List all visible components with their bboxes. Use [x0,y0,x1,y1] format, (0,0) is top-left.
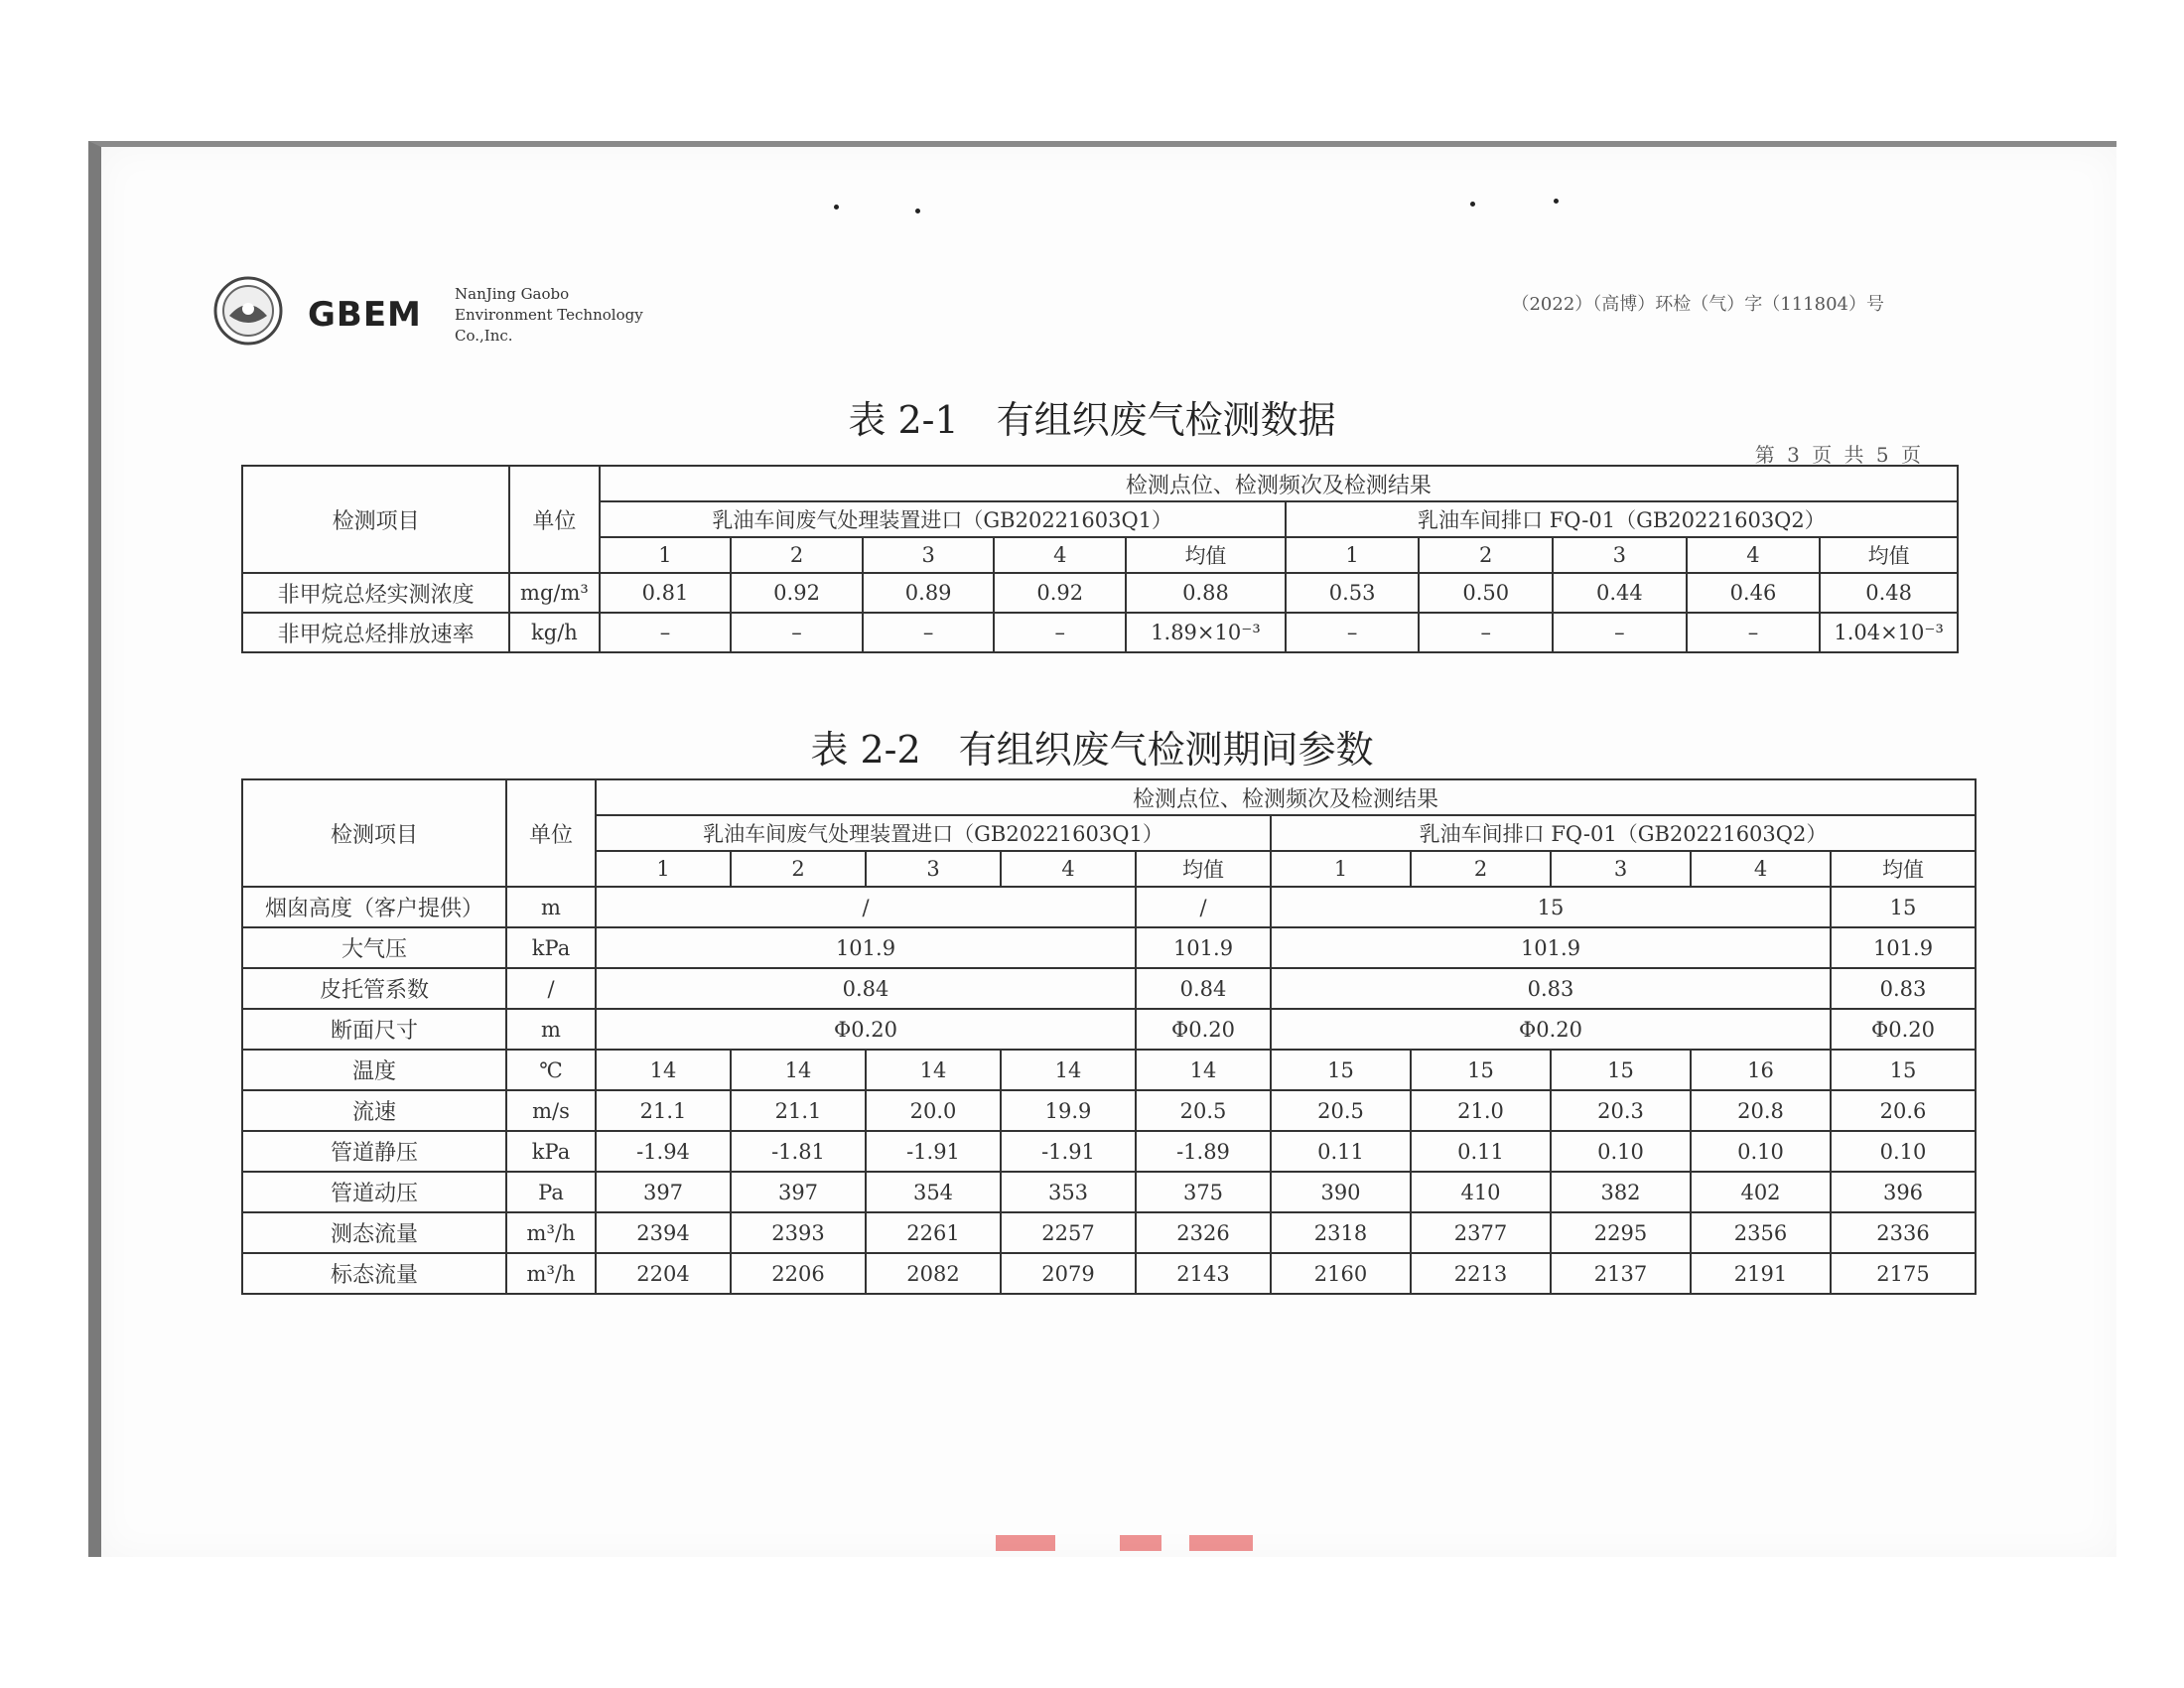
value-cell: -1.94 [596,1131,731,1172]
value-cell: 20.5 [1136,1090,1271,1131]
row-item: 管道静压 [242,1131,506,1172]
value-cell: 2261 [866,1212,1001,1253]
company-name [455,284,643,347]
sub-header-cell: 均值 [1831,851,1976,887]
value-cell: 20.8 [1691,1090,1831,1131]
value-cell: 1.89×10⁻³ [1126,613,1286,652]
value-cell: 0.92 [731,573,863,613]
merged-value-cell: 0.83 [1271,968,1831,1009]
header-point-outlet: 乳油车间排口 FQ-01（GB20221603Q2） [1271,815,1976,851]
table-row [242,1212,1976,1253]
sub-header-cell: 2 [1411,851,1551,887]
value-cell: 0.50 [1419,573,1553,613]
value-cell: 2295 [1551,1212,1691,1253]
sub-header-cell: 4 [1001,851,1136,887]
value-cell: 2204 [596,1253,731,1294]
table-organized-exhaust-data [241,465,1959,653]
value-cell: 21.1 [731,1090,866,1131]
value-cell: -1.91 [1001,1131,1136,1172]
value-cell: 2175 [1831,1253,1976,1294]
row-item: 温度 [242,1050,506,1090]
row-item: 测态流量 [242,1212,506,1253]
value-cell: 2143 [1136,1253,1271,1294]
scan-dot [834,205,839,210]
sub-header-cell: 均值 [1820,537,1958,573]
value-cell: 15 [1831,1050,1976,1090]
value-cell: 2393 [731,1212,866,1253]
header-group: 检测点位、检测频次及检测结果 [596,779,1976,815]
value-cell: 14 [731,1050,866,1090]
page-number: 第 3 页 共 5 页 [1754,443,1924,467]
value-cell: Φ0.20 [1831,1009,1976,1050]
value-cell: 2082 [866,1253,1001,1294]
value-cell: 0.53 [1286,573,1420,613]
value-cell: 0.89 [863,573,995,613]
red-seal-fragment [1189,1535,1253,1551]
value-cell: 19.9 [1001,1090,1136,1131]
merged-value-cell: Φ0.20 [1271,1009,1831,1050]
sub-header-cell: 4 [1691,851,1831,887]
red-seal-fragment [996,1535,1055,1551]
value-cell: 20.5 [1271,1090,1411,1131]
value-cell: – [1553,613,1687,652]
sub-header-cell: 3 [1551,851,1691,887]
value-cell: 354 [866,1172,1001,1212]
row-unit: m [506,1009,596,1050]
value-cell: 15 [1831,887,1976,927]
value-cell: 0.11 [1271,1131,1411,1172]
sub-header-cell: 2 [1419,537,1553,573]
value-cell: 0.10 [1691,1131,1831,1172]
value-cell: 2206 [731,1253,866,1294]
value-cell: 375 [1136,1172,1271,1212]
value-cell: 2356 [1691,1212,1831,1253]
value-cell: 390 [1271,1172,1411,1212]
value-cell: 0.83 [1831,968,1976,1009]
value-cell: 396 [1831,1172,1976,1212]
header-point-outlet: 乳油车间排口 FQ-01（GB20221603Q2） [1286,501,1958,537]
row-unit: m [506,887,596,927]
table-row [242,1050,1976,1090]
sub-header-cell: 1 [600,537,732,573]
value-cell: 382 [1551,1172,1691,1212]
sub-header-cell: 1 [1286,537,1420,573]
sub-header-cell: 4 [994,537,1126,573]
value-cell: / [1136,887,1271,927]
value-cell: 0.48 [1820,573,1958,613]
row-unit: kPa [506,1131,596,1172]
table-row [242,1009,1976,1050]
sub-header-cell: 1 [596,851,731,887]
value-cell: 14 [866,1050,1001,1090]
merged-value-cell: 101.9 [1271,927,1831,968]
value-cell: 101.9 [1831,927,1976,968]
scan-dot [1470,202,1475,207]
company-logo-icon [213,276,283,346]
merged-value-cell: 15 [1271,887,1831,927]
header-unit: 单位 [509,466,599,573]
sub-header-cell: 2 [731,851,866,887]
row-item: 管道动压 [242,1172,506,1212]
value-cell: 353 [1001,1172,1136,1212]
value-cell: – [863,613,995,652]
value-cell: 0.81 [600,573,732,613]
scan-dot [1554,199,1559,204]
sub-header-cell: 均值 [1126,537,1286,573]
value-cell: 14 [1136,1050,1271,1090]
company-line: NanJing Gaobo [455,285,570,303]
row-item: 断面尺寸 [242,1009,506,1050]
table-row [242,1172,1976,1212]
merged-value-cell: / [596,887,1136,927]
sub-header-cell: 4 [1687,537,1821,573]
value-cell: – [1286,613,1420,652]
value-cell: – [1419,613,1553,652]
value-cell: – [600,613,732,652]
value-cell: 2336 [1831,1212,1976,1253]
company-line: Environment Technology [455,306,643,324]
row-item: 标态流量 [242,1253,506,1294]
header-group: 检测点位、检测频次及检测结果 [600,466,1958,501]
table-row [242,968,1976,1009]
value-cell: 16 [1691,1050,1831,1090]
value-cell: 15 [1411,1050,1551,1090]
sub-header-cell: 2 [731,537,863,573]
table-row [242,1090,1976,1131]
value-cell: -1.81 [731,1131,866,1172]
brand-name: GBEM [308,295,422,335]
value-cell: 101.9 [1136,927,1271,968]
merged-value-cell: 0.84 [596,968,1136,1009]
header-unit: 单位 [506,779,596,887]
value-cell: 21.1 [596,1090,731,1131]
table-exhaust-parameters [241,778,1977,1295]
value-cell: 0.44 [1553,573,1687,613]
value-cell: 2377 [1411,1212,1551,1253]
value-cell: 2079 [1001,1253,1136,1294]
value-cell: 0.88 [1126,573,1286,613]
value-cell: 0.92 [994,573,1126,613]
row-unit: kg/h [509,613,599,652]
value-cell: 402 [1691,1172,1831,1212]
value-cell: 2326 [1136,1212,1271,1253]
row-unit: / [506,968,596,1009]
row-item: 烟囱高度（客户提供） [242,887,506,927]
scan-dot [915,209,920,213]
value-cell: 2213 [1411,1253,1551,1294]
value-cell: – [994,613,1126,652]
report-number: （2022）（高博）环检（气）字（111804）号 [1511,294,1884,315]
header-item: 检测项目 [242,779,506,887]
value-cell: 15 [1551,1050,1691,1090]
merged-value-cell: 101.9 [596,927,1136,968]
value-cell: 15 [1271,1050,1411,1090]
value-cell: 397 [596,1172,731,1212]
value-cell: 2160 [1271,1253,1411,1294]
table-row [242,927,1976,968]
value-cell: 397 [731,1172,866,1212]
value-cell: 2394 [596,1212,731,1253]
value-cell: -1.89 [1136,1131,1271,1172]
red-seal-fragment [1120,1535,1161,1551]
table-row [242,1253,1976,1294]
value-cell: 1.04×10⁻³ [1820,613,1958,652]
value-cell: 2191 [1691,1253,1831,1294]
value-cell: 0.11 [1411,1131,1551,1172]
value-cell: 0.84 [1136,968,1271,1009]
row-unit: m³/h [506,1212,596,1253]
value-cell: -1.91 [866,1131,1001,1172]
sub-header-cell: 3 [866,851,1001,887]
value-cell: 20.0 [866,1090,1001,1131]
value-cell: 2318 [1271,1212,1411,1253]
table2-title: 表 2-2 有组织废气检测期间参数 [810,728,1374,772]
table-row [242,887,1976,927]
value-cell: 0.10 [1551,1131,1691,1172]
row-unit: m³/h [506,1253,596,1294]
company-line: Co.,Inc. [455,327,513,345]
row-unit: ℃ [506,1050,596,1090]
row-item: 皮托管系数 [242,968,506,1009]
value-cell: Φ0.20 [1136,1009,1271,1050]
table1-title: 表 2-1 有组织废气检测数据 [848,398,1336,442]
row-unit: kPa [506,927,596,968]
table-row [242,573,1958,613]
header-item: 检测项目 [242,466,509,573]
sub-header-cell: 3 [1553,537,1687,573]
row-unit: m/s [506,1090,596,1131]
value-cell: 0.10 [1831,1131,1976,1172]
row-unit: Pa [506,1172,596,1212]
value-cell: 20.6 [1831,1090,1976,1131]
value-cell: 14 [1001,1050,1136,1090]
sub-header-cell: 1 [1271,851,1411,887]
row-item: 大气压 [242,927,506,968]
value-cell: 410 [1411,1172,1551,1212]
row-item: 非甲烷总烃实测浓度 [242,573,509,613]
value-cell: – [731,613,863,652]
table-row [242,1131,1976,1172]
merged-value-cell: Φ0.20 [596,1009,1136,1050]
value-cell: 2257 [1001,1212,1136,1253]
row-item: 流速 [242,1090,506,1131]
value-cell: 0.46 [1687,573,1821,613]
header-point-inlet: 乳油车间废气处理装置进口（GB20221603Q1） [600,501,1286,537]
table-row [242,613,1958,652]
header-point-inlet: 乳油车间废气处理装置进口（GB20221603Q1） [596,815,1271,851]
value-cell: 2137 [1551,1253,1691,1294]
sub-header-cell: 均值 [1136,851,1271,887]
sub-header-cell: 3 [863,537,995,573]
value-cell: 21.0 [1411,1090,1551,1131]
value-cell: – [1687,613,1821,652]
value-cell: 14 [596,1050,731,1090]
row-unit: mg/m³ [509,573,599,613]
value-cell: 20.3 [1551,1090,1691,1131]
row-item: 非甲烷总烃排放速率 [242,613,509,652]
